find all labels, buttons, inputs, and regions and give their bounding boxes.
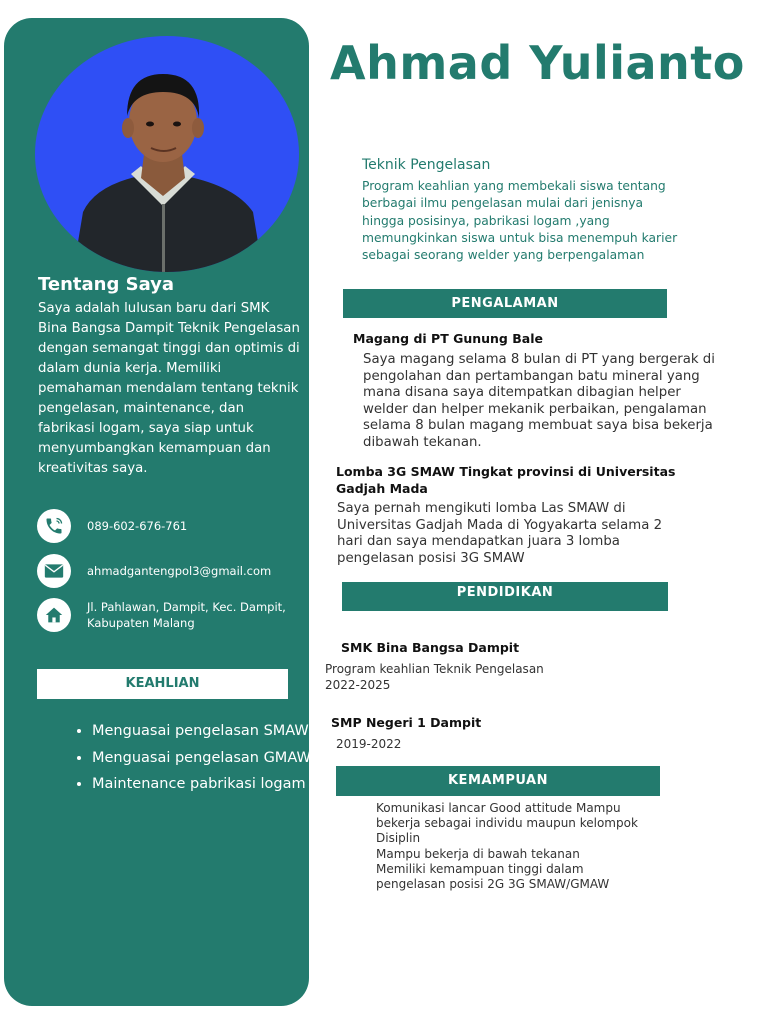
skill-item: • Menguasai pengelasan SMAW xyxy=(92,718,312,745)
contact-phone xyxy=(37,509,287,543)
phone-icon xyxy=(37,509,71,543)
pendidikan-heading: PENDIDIKAN xyxy=(342,582,668,611)
experience-title: Lomba 3G SMAW Tingkat provinsi di Universitas Gadjah Mada xyxy=(336,464,676,496)
experience-description: Saya pernah mengikuti lomba Las SMAW di Universitas Gadjah Mada di Yogyakarta selama 2 hari dan saya mendapatkan juara 3 lomba pengelasan posisi 3G SMAW xyxy=(337,501,663,566)
major-description: Program keahlian yang membekali siswa tentang berbagai ilmu pengelasan mulai dari jenisnya hingga posisinya, pabrikasi logam ,yang memungkinkan siswa untuk bisa menempuh karier sebagai seorang welder yang berpengalaman xyxy=(362,179,678,263)
school-years: 2022-2025 xyxy=(325,678,391,692)
experience-description: Saya magang selama 8 bulan di PT yang bergerak di pengolahan dan pertambangan batu mineral yang mana disana saya ditempatkan dibagian helper welder dan helper mekanik perbaikan, pengalaman selama 8 bulan magang membuat saya bisa bekerja dibawah tekanan. xyxy=(363,352,715,450)
school-name: SMP Negeri 1 Dampit xyxy=(331,715,482,730)
kemampuan-text: Komunikasi lancar Good attitude Mampu bekerja sebagai individu maupun kelompok Disiplin Mampu bekerja di bawah tekanan Memiliki kemampuan tinggi dalam pengelasan posisi 2G 3G SMAW/GMAW xyxy=(376,801,638,892)
skill-item: • Maintenance pabrikasi logam xyxy=(92,771,312,798)
home-icon xyxy=(37,598,71,632)
school-name: SMK Bina Bangsa Dampit xyxy=(341,640,520,655)
profile-photo xyxy=(35,36,299,272)
address-text: Jl. Pahlawan, Dampit, Kec. Dampit, Kabupaten Malang xyxy=(87,600,286,630)
email-address[interactable]: ahmadgantengpol3@gmail.com xyxy=(87,564,272,578)
keahlian-heading: KEAHLIAN xyxy=(37,669,288,699)
school-years: 2019-2022 xyxy=(336,737,402,751)
skill-item: • Menguasai pengelasan GMAW xyxy=(92,745,312,772)
mail-icon xyxy=(37,554,71,588)
experience-title: Magang di PT Gunung Bale xyxy=(353,331,543,346)
full-name: Ahmad Yulianto xyxy=(330,36,745,90)
about-text: Saya adalah lulusan baru dari SMK Bina Bangsa Dampit Teknik Pengelasan dengan semangat tinggi dan optimis di dalam dunia kerja. Memiliki pemahaman mendalam tentang teknik pengelasan, maintenance, dan fabrikasi logam, saya siap untuk menyumbangkan kemampuan dan kreativitas saya. xyxy=(38,301,300,476)
pengalaman-heading: PENGALAMAN xyxy=(343,289,667,318)
kemampuan-heading: KEMAMPUAN xyxy=(336,766,660,796)
contact-address xyxy=(37,598,287,632)
person-silhouette xyxy=(35,36,299,272)
major-title: Teknik Pengelasan xyxy=(362,157,491,173)
skills-list xyxy=(70,718,312,798)
about-title: Tentang Saya xyxy=(38,274,175,295)
school-program: Program keahlian Teknik Pengelasan xyxy=(325,662,544,676)
phone-number[interactable]: 089-602-676-761 xyxy=(87,519,188,533)
contact-email xyxy=(37,554,287,588)
